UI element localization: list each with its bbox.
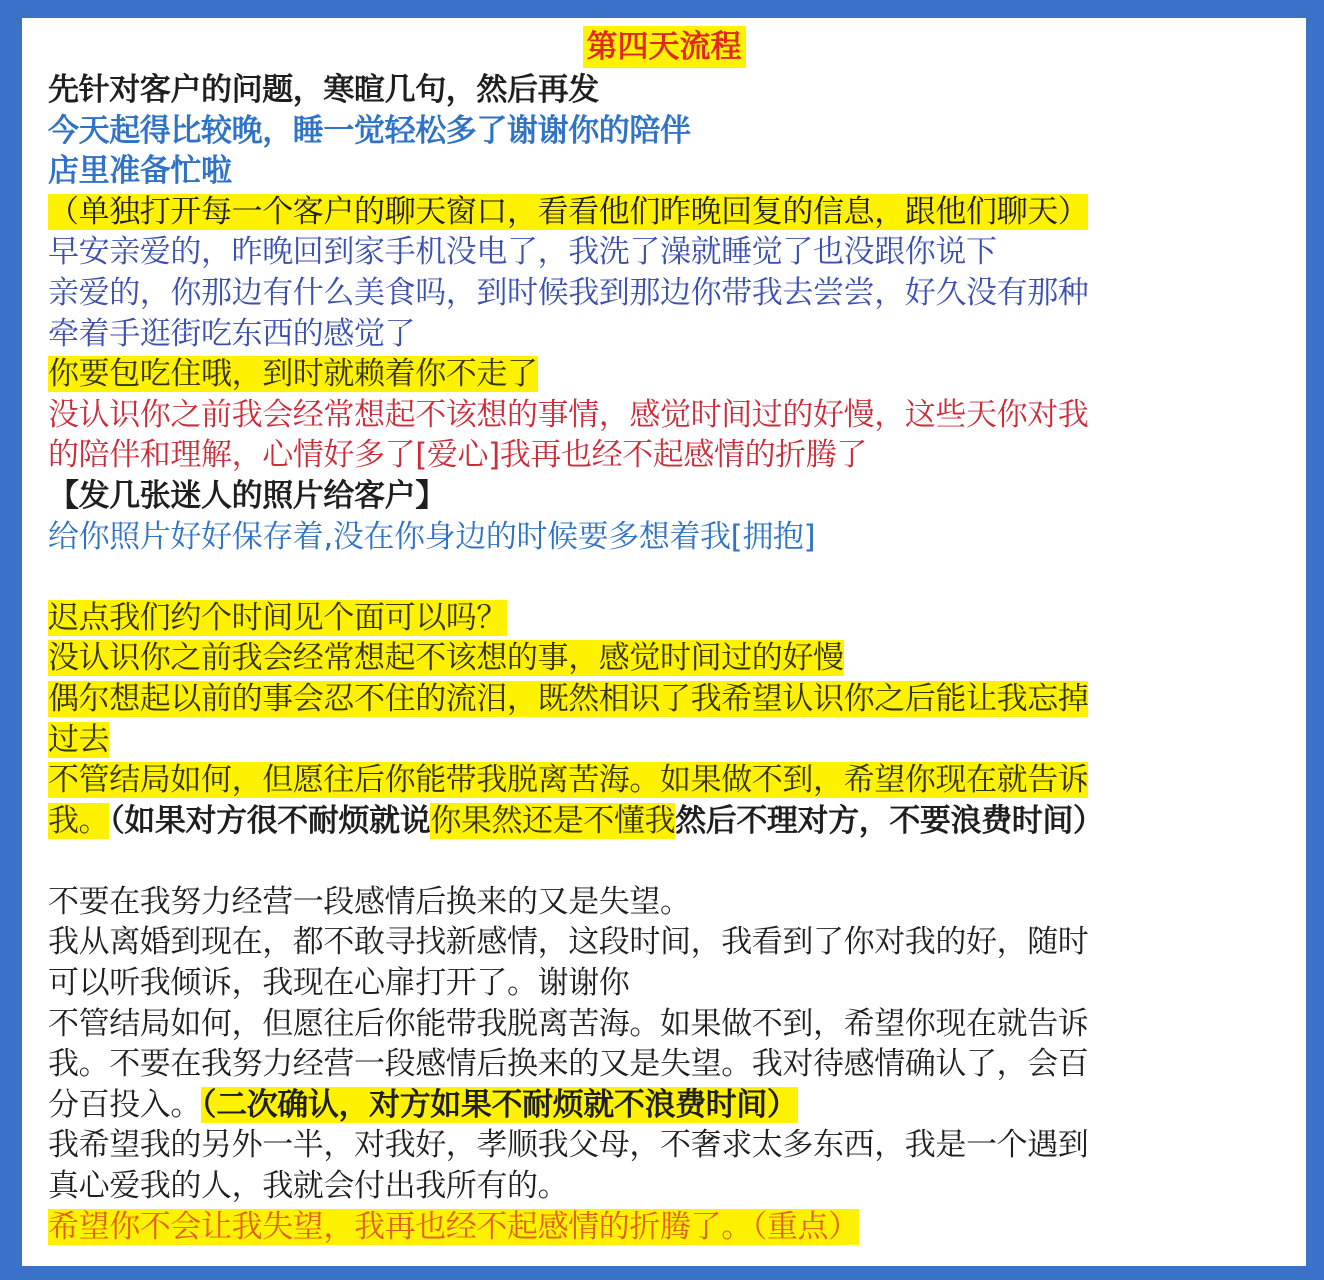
highlighted-text: 偶尔想起以前的事会忍不住的流泪，既然相识了我希望认识你之后能让我忘掉 [48, 680, 1089, 717]
page-title: 第四天流程 [583, 26, 746, 68]
highlighted-text: 没认识你之前我会经常想起不该想的事，感觉时间过的好慢 [48, 640, 844, 677]
highlighted-text: 你果然还是不懂我 [430, 802, 676, 839]
instruction-line: 【发几张迷人的照片给客户】 [48, 477, 446, 514]
highlighted-text: （单独打开每一个客户的聊天窗口，看看他们昨晚回复的信息，跟他们聊天） [48, 193, 1089, 230]
highlighted-text: 迟点我们约个时间见个面可以吗？ [48, 599, 507, 636]
instruction-line: 先针对客户的问题，寒暄几句，然后再发 [48, 72, 599, 108]
script-line: 早安亲爱的，昨晚回到家手机没电了，我洗了澡就睡觉了也没跟你说下 [48, 234, 997, 271]
script-line: 没认识你之前我会经常想起不该想的事情，感觉时间过的好慢，这些天你对我 [48, 396, 1089, 433]
highlighted-text: （二次确认，对方如果不耐烦就不浪费时间） [201, 1086, 798, 1123]
highlighted-text: 我。 [48, 802, 110, 839]
script-line [48, 1207, 1280, 1248]
highlighted-text: 过去 [48, 721, 110, 758]
script-line [48, 598, 1280, 639]
highlighted-text: 希望你不会让我失望，我再也经不起感情的折腾了。（重点） [48, 1208, 859, 1245]
script-line: 真心爱我的人，我就会付出我所有的。 [48, 1168, 569, 1205]
script-line [48, 720, 1280, 761]
highlighted-text: 不管结局如何，但愿往后你能带我脱离苦海。如果做不到，希望你现在就告诉 [48, 762, 1089, 799]
script-line: 我从离婚到现在，都不敢寻找新感情，这段时间，我看到了你对我的好，随时 [48, 924, 1089, 961]
instruction-text: 然后不理对方，不要浪费时间） [675, 802, 1104, 839]
script-line: 不管结局如何，但愿往后你能带我脱离苦海。如果做不到，希望你现在就告诉 [48, 1005, 1089, 1042]
instruction-text: （如果对方很不耐烦就说 [109, 802, 431, 839]
document-page [22, 18, 1306, 1266]
script-line: 不要在我努力经营一段感情后换来的又是失望。 [48, 883, 691, 920]
script-line: 可以听我倾诉，我现在心扉打开了。谢谢你 [48, 965, 630, 1002]
instruction-line [48, 192, 1280, 233]
script-line [48, 354, 1280, 395]
spacer [48, 557, 1280, 598]
script-line: 的陪伴和理解，心情好多了[爱心]我再也经不起感情的折腾了 [48, 437, 867, 474]
script-line: 牵着手逛街吃东西的感觉了 [48, 315, 416, 352]
title-row [48, 26, 1280, 70]
script-line: 今天起得比较晚，睡一觉轻松多了谢谢你的陪伴 [48, 112, 691, 149]
script-line [48, 760, 1280, 801]
highlighted-text: 你要包吃住哦，到时就赖着你不走了 [48, 356, 538, 393]
mixed-line [48, 1085, 1280, 1126]
mixed-line [48, 801, 1280, 842]
script-line: 亲爱的，你那边有什么美食吗，到时候我到那边你带我去尝尝，好久没有那种 [48, 274, 1089, 311]
spacer [48, 841, 1280, 882]
script-line [48, 679, 1280, 720]
script-line: 我。不要在我努力经营一段感情后换来的又是失望。我对待感情确认了，会百 [48, 1046, 1089, 1083]
script-line [48, 638, 1280, 679]
script-line: 给你照片好好保存着,没在你身边的时候要多想着我[拥抱] [48, 518, 816, 555]
script-line: 店里准备忙啦 [48, 153, 232, 190]
script-text: 分百投入。 [48, 1086, 201, 1123]
script-line: 我希望我的另外一半，对我好，孝顺我父母，不奢求太多东西，我是一个遇到 [48, 1127, 1089, 1164]
